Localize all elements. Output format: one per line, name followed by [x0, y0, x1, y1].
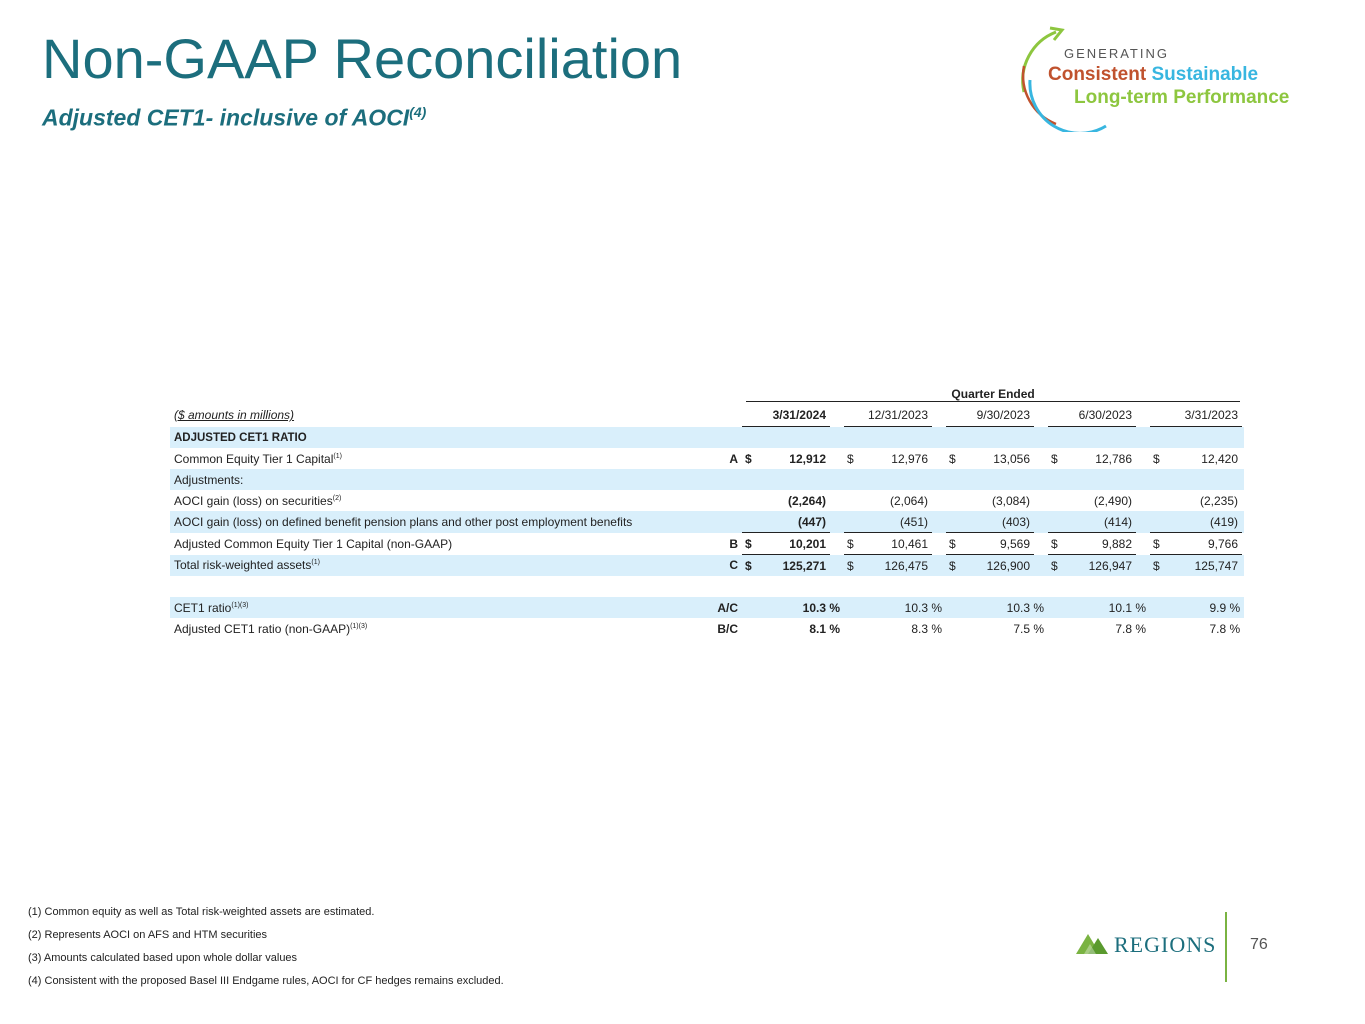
- row-key: A/C: [694, 597, 742, 618]
- row-label: Adjusted CET1 ratio (non-GAAP)$^{(1)(3)}$: [174, 621, 368, 636]
- value-cell: 10.3 %: [742, 597, 844, 618]
- value-cell: 9,569: [968, 533, 1034, 555]
- page-title: Non-GAAP Reconciliation: [42, 27, 683, 90]
- row-label: Common Equity Tier 1 Capital$^{(1)}$: [174, 451, 342, 466]
- dollar-sign: $: [946, 533, 968, 555]
- value-cell: (447): [764, 511, 830, 533]
- value-cell: 9.9 %: [1150, 597, 1244, 618]
- value-cell: 9,882: [1070, 533, 1136, 555]
- dollar-sign: $: [742, 533, 764, 555]
- value-cell: (419): [1172, 511, 1242, 533]
- value-cell: 10.3 %: [946, 597, 1048, 618]
- dollar-sign: $: [844, 555, 866, 577]
- value-cell: 12,786: [1095, 451, 1132, 466]
- value-cell: 8.3 %: [911, 621, 942, 636]
- dollar-sign: $: [847, 451, 854, 466]
- long-term-performance-text: Long-term Performance: [1074, 87, 1290, 108]
- table-row: [170, 597, 1244, 618]
- value-cell: 10.3 %: [844, 597, 946, 618]
- dollar-sign: $: [949, 451, 956, 466]
- quarter-ended-header-row: [170, 384, 1244, 404]
- subtitle-text: Adjusted CET1- inclusive of AOCI: [42, 104, 410, 131]
- table-row: [170, 469, 1244, 490]
- value-cell: 7.8 %: [1209, 621, 1241, 636]
- row-label: Adjustments:: [170, 469, 1244, 490]
- value-cell: 10,201: [764, 533, 830, 555]
- row-key: C: [694, 555, 742, 577]
- column-header-6-30-2023: 6/30/2023: [1048, 404, 1136, 427]
- value-cell: (2,235): [1199, 493, 1238, 508]
- dollar-sign: $: [946, 555, 968, 577]
- section-title: ADJUSTED CET1 RATIO: [170, 427, 1244, 449]
- dollar-sign: $: [1150, 555, 1172, 577]
- footnote-1: (1) Common equity as well as Total risk-weighted assets are estimated.: [28, 906, 375, 918]
- row-key: A: [729, 451, 738, 466]
- regions-pyramid-icon: [1076, 930, 1112, 958]
- value-cell: 13,056: [993, 451, 1030, 466]
- table-row: [170, 618, 1244, 639]
- table-row: [170, 448, 1244, 469]
- value-cell: 126,475: [866, 555, 932, 577]
- row-label: CET1 ratio$^{(1)(3)}$: [170, 597, 694, 618]
- value-cell: 12,912: [789, 451, 826, 466]
- quarter-ended-label: Quarter Ended: [746, 387, 1240, 402]
- value-cell: 10.1 %: [1048, 597, 1150, 618]
- value-cell: (2,264): [787, 493, 826, 508]
- dollar-sign: $: [745, 451, 752, 466]
- table-row: [170, 511, 1244, 533]
- value-cell: 12,420: [1201, 451, 1238, 466]
- cet1-reconciliation-table: [170, 384, 1241, 639]
- row-key: B/C: [717, 621, 738, 636]
- spacer-row: [170, 576, 1244, 597]
- dollar-sign: $: [1150, 533, 1172, 555]
- table-row: [170, 555, 1244, 577]
- table-row: [170, 490, 1244, 511]
- value-cell: 125,747: [1172, 555, 1242, 577]
- column-header-3-31-2024: 3/31/2024: [742, 404, 830, 427]
- sustainable-word: Sustainable: [1151, 64, 1259, 85]
- row-label: Total risk-weighted assets$^{(1)}$: [170, 555, 694, 577]
- value-cell: 8.1 %: [809, 621, 840, 636]
- value-cell: 125,271: [764, 555, 830, 577]
- value-cell: 7.8 %: [1115, 621, 1146, 636]
- dollar-sign: $: [1048, 555, 1070, 577]
- row-label: AOCI gain (loss) on securities$^{(2)}$: [174, 493, 342, 508]
- value-cell: (2,064): [889, 493, 928, 508]
- page-number: 76: [1250, 936, 1268, 953]
- value-cell: 12,976: [891, 451, 928, 466]
- generating-word: GENERATING: [1064, 46, 1169, 61]
- value-cell: (2,490): [1093, 493, 1132, 508]
- row-label: AOCI gain (loss) on defined benefit pension plans and other post employment benefits: [170, 511, 694, 533]
- column-header-9-30-2023: 9/30/2023: [946, 404, 1034, 427]
- value-cell: 126,900: [968, 555, 1034, 577]
- generating-performance-logo: [1016, 20, 1326, 132]
- value-cell: 10,461: [866, 533, 932, 555]
- consistent-word: Consistent: [1048, 64, 1147, 85]
- footnotes: [28, 904, 504, 996]
- value-cell: (3,084): [991, 493, 1030, 508]
- value-cell: 7.5 %: [1013, 621, 1044, 636]
- row-key: B: [729, 536, 738, 551]
- value-cell: (403): [968, 511, 1034, 533]
- regions-wordmark: REGIONS: [1114, 932, 1217, 957]
- column-header-3-31-2023: 3/31/2023: [1150, 404, 1242, 427]
- footnote-4: (4) Consistent with the proposed Basel III Endgame rules, AOCI for CF hedges remains excluded.: [28, 975, 504, 987]
- value-cell: 9,766: [1172, 533, 1242, 555]
- dollar-sign: $: [1153, 451, 1160, 466]
- value-cell: (414): [1070, 511, 1136, 533]
- footer-divider: [1225, 912, 1227, 982]
- footnote-2: (2) Represents AOCI on AFS and HTM securities: [28, 929, 268, 941]
- row-label: Adjusted Common Equity Tier 1 Capital (non-GAAP): [174, 536, 453, 551]
- regions-logo: [1076, 928, 1226, 958]
- section-header-row: [170, 427, 1244, 449]
- value-cell: 126,947: [1070, 555, 1136, 577]
- dollar-sign: $: [742, 555, 764, 577]
- dollar-sign: $: [844, 533, 866, 555]
- column-header-row: [170, 404, 1244, 427]
- table-row: [170, 533, 1244, 555]
- column-header-12-31-2023: 12/31/2023: [844, 404, 932, 427]
- page-subtitle: [42, 104, 426, 132]
- value-cell: (451): [866, 511, 932, 533]
- units-label: ($ amounts in millions): [174, 408, 295, 423]
- footnote-3: (3) Amounts calculated based upon whole dollar values: [28, 952, 298, 964]
- subtitle-footnote-ref: (4): [409, 104, 427, 120]
- dollar-sign: $: [1048, 533, 1070, 555]
- dollar-sign: $: [1051, 451, 1058, 466]
- consistent-sustainable-text: [1048, 64, 1258, 86]
